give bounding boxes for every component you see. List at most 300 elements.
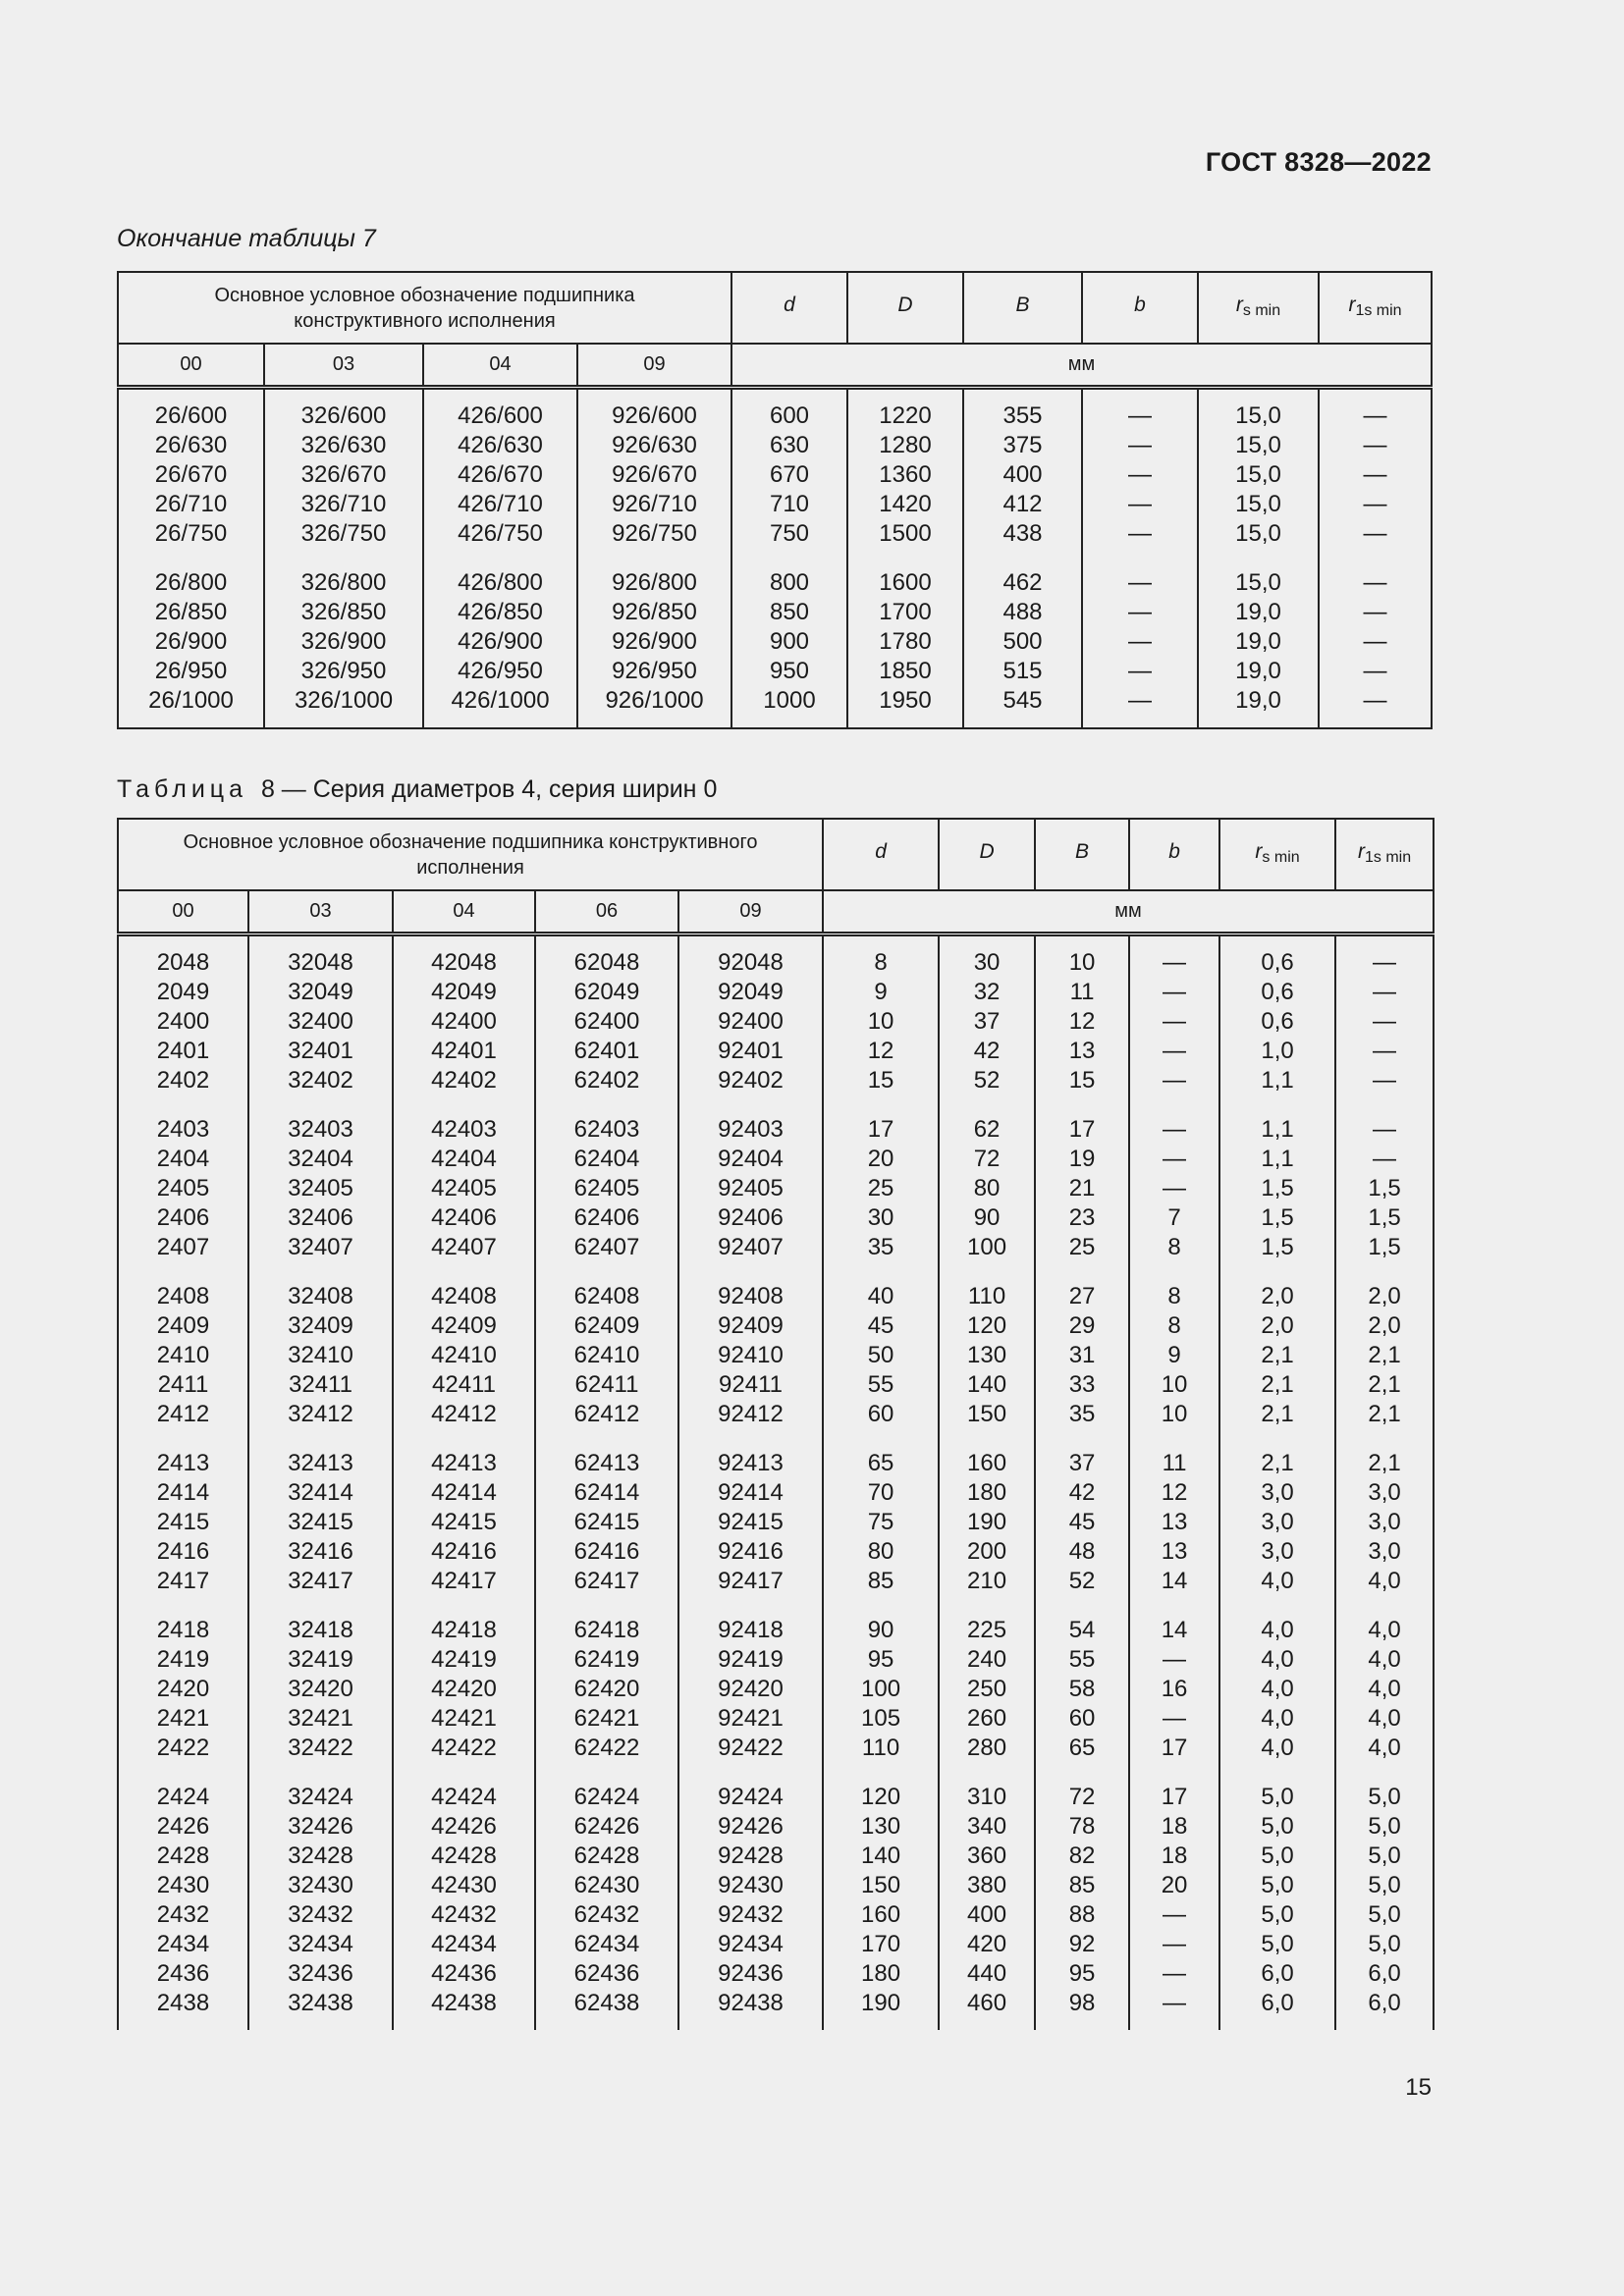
table-cell: 2,1 bbox=[1219, 1370, 1335, 1400]
table-cell: 42436 bbox=[393, 1959, 535, 1989]
table-cell: 92408 bbox=[678, 1262, 823, 1311]
table-cell: — bbox=[1129, 1037, 1219, 1066]
table7-code-column-header: 04 bbox=[423, 344, 577, 387]
table-cell: 26/750 bbox=[118, 519, 264, 549]
table-cell: 32414 bbox=[248, 1478, 393, 1508]
table-cell: 460 bbox=[939, 1989, 1035, 2030]
table-cell: 32403 bbox=[248, 1095, 393, 1145]
table8-code-column-header: 04 bbox=[393, 890, 535, 934]
table-cell: 2,0 bbox=[1335, 1311, 1434, 1341]
table-cell: 62413 bbox=[535, 1429, 678, 1478]
table-cell: 92407 bbox=[678, 1233, 823, 1262]
table-cell: 62404 bbox=[535, 1145, 678, 1174]
table-row bbox=[118, 686, 1432, 728]
table-cell: 2424 bbox=[118, 1763, 248, 1812]
table-cell: 92414 bbox=[678, 1478, 823, 1508]
table-cell: 62414 bbox=[535, 1478, 678, 1508]
table-cell: 72 bbox=[1035, 1763, 1129, 1812]
table-cell: 2419 bbox=[118, 1645, 248, 1675]
table-cell: 326/710 bbox=[264, 490, 423, 519]
table-row bbox=[118, 1203, 1434, 1233]
table-cell: 7 bbox=[1129, 1203, 1219, 1233]
table-cell: 4,0 bbox=[1335, 1567, 1434, 1596]
table-cell: 926/800 bbox=[577, 549, 731, 598]
table-cell: 62434 bbox=[535, 1930, 678, 1959]
table-cell: 2428 bbox=[118, 1842, 248, 1871]
table-cell: 5,0 bbox=[1219, 1900, 1335, 1930]
table-cell: 95 bbox=[1035, 1959, 1129, 1989]
table-cell: 926/1000 bbox=[577, 686, 731, 728]
table-cell: 1360 bbox=[847, 460, 963, 490]
table-cell: 1,1 bbox=[1219, 1095, 1335, 1145]
table-row bbox=[118, 431, 1432, 460]
table-cell: 52 bbox=[1035, 1567, 1129, 1596]
table-row bbox=[118, 598, 1432, 627]
table-cell: 4,0 bbox=[1219, 1675, 1335, 1704]
table-cell: 3,0 bbox=[1335, 1537, 1434, 1567]
table-row bbox=[118, 1233, 1434, 1262]
table-cell: 225 bbox=[939, 1596, 1035, 1645]
table-cell: 2421 bbox=[118, 1704, 248, 1734]
table-cell: 58 bbox=[1035, 1675, 1129, 1704]
table-cell: 15,0 bbox=[1198, 387, 1319, 431]
table-cell: 12 bbox=[823, 1037, 939, 1066]
table-cell: 42416 bbox=[393, 1537, 535, 1567]
table-cell: 2417 bbox=[118, 1567, 248, 1596]
table-cell: 2411 bbox=[118, 1370, 248, 1400]
table-cell: 26/800 bbox=[118, 549, 264, 598]
table-row bbox=[118, 1095, 1434, 1145]
table-cell: 326/950 bbox=[264, 657, 423, 686]
page-number: 15 bbox=[1405, 2074, 1432, 2101]
table-cell: 900 bbox=[731, 627, 847, 657]
table-cell: 98 bbox=[1035, 1989, 1129, 2030]
table-cell: 0,6 bbox=[1219, 934, 1335, 978]
table-row bbox=[118, 1037, 1434, 1066]
table-cell: 10 bbox=[823, 1007, 939, 1037]
table-cell: 15,0 bbox=[1198, 549, 1319, 598]
table-cell: 2434 bbox=[118, 1930, 248, 1959]
table-cell: 326/630 bbox=[264, 431, 423, 460]
table-cell: 850 bbox=[731, 598, 847, 627]
table-cell: — bbox=[1129, 1095, 1219, 1145]
table-cell: 400 bbox=[939, 1900, 1035, 1930]
table-cell: 32438 bbox=[248, 1989, 393, 2030]
table-cell: 92413 bbox=[678, 1429, 823, 1478]
table-cell: — bbox=[1319, 431, 1432, 460]
table-cell: 92421 bbox=[678, 1704, 823, 1734]
table-cell: 426/670 bbox=[423, 460, 577, 490]
table-cell: 1600 bbox=[847, 549, 963, 598]
table-cell: 1,1 bbox=[1219, 1066, 1335, 1095]
table-cell: 180 bbox=[939, 1478, 1035, 1508]
table-cell: 2416 bbox=[118, 1537, 248, 1567]
table-cell: 62418 bbox=[535, 1596, 678, 1645]
table-cell: 42419 bbox=[393, 1645, 535, 1675]
table-cell: 515 bbox=[963, 657, 1082, 686]
table7-code-column-header: 00 bbox=[118, 344, 264, 387]
table-cell: 10 bbox=[1035, 934, 1129, 978]
table7-param-header: D bbox=[847, 272, 963, 344]
table-cell: 160 bbox=[823, 1900, 939, 1930]
table-cell: 250 bbox=[939, 1675, 1035, 1704]
table-cell: 15,0 bbox=[1198, 460, 1319, 490]
table8-code-column-header: 09 bbox=[678, 890, 823, 934]
table-cell: 545 bbox=[963, 686, 1082, 728]
table-cell: 45 bbox=[1035, 1508, 1129, 1537]
table-row bbox=[118, 1262, 1434, 1311]
table-cell: 926/850 bbox=[577, 598, 731, 627]
table-cell: 45 bbox=[823, 1311, 939, 1341]
table-cell: 8 bbox=[1129, 1311, 1219, 1341]
table-cell: 32419 bbox=[248, 1645, 393, 1675]
table-cell: 6,0 bbox=[1219, 1989, 1335, 2030]
table-cell: 26/670 bbox=[118, 460, 264, 490]
table-cell: 15,0 bbox=[1198, 490, 1319, 519]
table-cell: 120 bbox=[939, 1311, 1035, 1341]
table-cell: 2,1 bbox=[1219, 1429, 1335, 1478]
table-cell: 42421 bbox=[393, 1704, 535, 1734]
table-cell: — bbox=[1082, 657, 1198, 686]
table-cell: 5,0 bbox=[1219, 1763, 1335, 1812]
table-row bbox=[118, 460, 1432, 490]
table-cell: 670 bbox=[731, 460, 847, 490]
table-cell: 32416 bbox=[248, 1537, 393, 1567]
table-cell: 32406 bbox=[248, 1203, 393, 1233]
table-row bbox=[118, 519, 1432, 549]
table-cell: 78 bbox=[1035, 1812, 1129, 1842]
table-cell: 82 bbox=[1035, 1842, 1129, 1871]
table-cell: 1000 bbox=[731, 686, 847, 728]
table-cell: 37 bbox=[939, 1007, 1035, 1037]
table-cell: 200 bbox=[939, 1537, 1035, 1567]
table-cell: 8 bbox=[1129, 1233, 1219, 1262]
table-cell: 0,6 bbox=[1219, 1007, 1335, 1037]
table-cell: 326/600 bbox=[264, 387, 423, 431]
table-cell: 35 bbox=[823, 1233, 939, 1262]
table-cell: 926/670 bbox=[577, 460, 731, 490]
table-cell: 62402 bbox=[535, 1066, 678, 1095]
table-cell: 92405 bbox=[678, 1174, 823, 1203]
table-cell: — bbox=[1319, 490, 1432, 519]
table7-param-header: b bbox=[1082, 272, 1198, 344]
table-cell: 326/670 bbox=[264, 460, 423, 490]
table-cell: 1,1 bbox=[1219, 1145, 1335, 1174]
table-cell: 488 bbox=[963, 598, 1082, 627]
table-cell: 13 bbox=[1035, 1037, 1129, 1066]
table-cell: 240 bbox=[939, 1645, 1035, 1675]
table-row bbox=[118, 1311, 1434, 1341]
table-cell: 92426 bbox=[678, 1812, 823, 1842]
table-cell: 62421 bbox=[535, 1704, 678, 1734]
table-cell: 42403 bbox=[393, 1095, 535, 1145]
table-cell: — bbox=[1335, 1145, 1434, 1174]
table-cell: 630 bbox=[731, 431, 847, 460]
table7-caption: Окончание таблицы 7 bbox=[117, 225, 376, 252]
table-cell: 62412 bbox=[535, 1400, 678, 1429]
table-cell: 8 bbox=[1129, 1262, 1219, 1311]
table-cell: 92410 bbox=[678, 1341, 823, 1370]
table-cell: 32404 bbox=[248, 1145, 393, 1174]
table-cell: 32426 bbox=[248, 1812, 393, 1842]
table-cell: 54 bbox=[1035, 1596, 1129, 1645]
table-cell: 32421 bbox=[248, 1704, 393, 1734]
table-cell: 92401 bbox=[678, 1037, 823, 1066]
table-cell: 150 bbox=[823, 1871, 939, 1900]
table-cell: 14 bbox=[1129, 1567, 1219, 1596]
table-cell: 17 bbox=[1035, 1095, 1129, 1145]
table-cell: 42418 bbox=[393, 1596, 535, 1645]
table-cell: 926/600 bbox=[577, 387, 731, 431]
table-cell: 2412 bbox=[118, 1400, 248, 1429]
table-cell: 90 bbox=[939, 1203, 1035, 1233]
table-row bbox=[118, 549, 1432, 598]
table-row bbox=[118, 657, 1432, 686]
table-cell: 2422 bbox=[118, 1734, 248, 1763]
table-cell: 42 bbox=[939, 1037, 1035, 1066]
table-row bbox=[118, 1763, 1434, 1812]
table-cell: 19,0 bbox=[1198, 598, 1319, 627]
table-cell: 42415 bbox=[393, 1508, 535, 1537]
table7-group-header: Основное условное обозначение подшипника конструктивного исполнения bbox=[118, 272, 731, 344]
table8-code-column-header: 06 bbox=[535, 890, 678, 934]
table-cell: 412 bbox=[963, 490, 1082, 519]
table-cell: 17 bbox=[1129, 1734, 1219, 1763]
table-cell: 26/850 bbox=[118, 598, 264, 627]
table-row bbox=[118, 1842, 1434, 1871]
table-cell: — bbox=[1319, 519, 1432, 549]
table-cell: — bbox=[1319, 387, 1432, 431]
table-cell: 21 bbox=[1035, 1174, 1129, 1203]
table-cell: 42420 bbox=[393, 1675, 535, 1704]
table-cell: 3,0 bbox=[1219, 1478, 1335, 1508]
table-cell: 340 bbox=[939, 1812, 1035, 1842]
table-cell: 2414 bbox=[118, 1478, 248, 1508]
table-cell: 2410 bbox=[118, 1341, 248, 1370]
table8-code-column-header: 03 bbox=[248, 890, 393, 934]
table-cell: 5,0 bbox=[1335, 1930, 1434, 1959]
table-cell: 42400 bbox=[393, 1007, 535, 1037]
table-cell: 3,0 bbox=[1219, 1537, 1335, 1567]
table-cell: 160 bbox=[939, 1429, 1035, 1478]
table-cell: — bbox=[1082, 686, 1198, 728]
table-cell: 32413 bbox=[248, 1429, 393, 1478]
table-cell: 62426 bbox=[535, 1812, 678, 1842]
table-cell: 32409 bbox=[248, 1311, 393, 1341]
table-cell: 13 bbox=[1129, 1508, 1219, 1537]
table-cell: 75 bbox=[823, 1508, 939, 1537]
table-cell: 5,0 bbox=[1335, 1842, 1434, 1871]
table-cell: 62438 bbox=[535, 1989, 678, 2030]
table-row bbox=[118, 1370, 1434, 1400]
table-cell: 13 bbox=[1129, 1537, 1219, 1567]
table-cell: 4,0 bbox=[1335, 1734, 1434, 1763]
table-cell: 10 bbox=[1129, 1400, 1219, 1429]
table-cell: 400 bbox=[963, 460, 1082, 490]
table-cell: 210 bbox=[939, 1567, 1035, 1596]
table-cell: 2415 bbox=[118, 1508, 248, 1537]
table-cell: 2,1 bbox=[1335, 1429, 1434, 1478]
table-cell: 18 bbox=[1129, 1842, 1219, 1871]
table-cell: 180 bbox=[823, 1959, 939, 1989]
table-cell: 92400 bbox=[678, 1007, 823, 1037]
table-cell: 17 bbox=[1129, 1763, 1219, 1812]
table7-param-header: $r_{s min}$ bbox=[1198, 272, 1319, 344]
table-cell: 90 bbox=[823, 1596, 939, 1645]
table-cell: 32417 bbox=[248, 1567, 393, 1596]
table-cell: 92402 bbox=[678, 1066, 823, 1095]
table-cell: 3,0 bbox=[1335, 1508, 1434, 1537]
table-row bbox=[118, 1341, 1434, 1370]
table-cell: 42401 bbox=[393, 1037, 535, 1066]
table-cell: 420 bbox=[939, 1930, 1035, 1959]
table-cell: 750 bbox=[731, 519, 847, 549]
table-cell: 14 bbox=[1129, 1596, 1219, 1645]
table-cell: 42402 bbox=[393, 1066, 535, 1095]
table-cell: 42417 bbox=[393, 1567, 535, 1596]
table-cell: 95 bbox=[823, 1645, 939, 1675]
table-cell: 2048 bbox=[118, 934, 248, 978]
table-cell: 65 bbox=[823, 1429, 939, 1478]
table-cell: 2409 bbox=[118, 1311, 248, 1341]
table-cell: 1950 bbox=[847, 686, 963, 728]
table-cell: 62049 bbox=[535, 978, 678, 1007]
table-cell: — bbox=[1129, 1174, 1219, 1203]
table8-param-header: $r_{1s min}$ bbox=[1335, 819, 1434, 890]
table-cell: 5,0 bbox=[1219, 1930, 1335, 1959]
table-cell: — bbox=[1129, 1930, 1219, 1959]
table-row bbox=[118, 1066, 1434, 1095]
table-row bbox=[118, 934, 1434, 978]
table-row bbox=[118, 490, 1432, 519]
table-cell: — bbox=[1129, 1007, 1219, 1037]
table7-unit-header: мм bbox=[731, 344, 1432, 387]
table-cell: 42434 bbox=[393, 1930, 535, 1959]
table-cell: 2408 bbox=[118, 1262, 248, 1311]
table-cell: 32422 bbox=[248, 1734, 393, 1763]
table-cell: 4,0 bbox=[1219, 1567, 1335, 1596]
table-cell: 32402 bbox=[248, 1066, 393, 1095]
table-cell: 5,0 bbox=[1335, 1812, 1434, 1842]
table-cell: 2426 bbox=[118, 1812, 248, 1842]
table-row bbox=[118, 1508, 1434, 1537]
table-cell: 4,0 bbox=[1219, 1704, 1335, 1734]
standard-code: ГОСТ 8328—2022 bbox=[1205, 147, 1432, 177]
table-cell: 42409 bbox=[393, 1311, 535, 1341]
table-cell: 19,0 bbox=[1198, 627, 1319, 657]
table-cell: 426/850 bbox=[423, 598, 577, 627]
table-cell: 62408 bbox=[535, 1262, 678, 1311]
table-cell: 1,5 bbox=[1335, 1174, 1434, 1203]
table-row bbox=[118, 1400, 1434, 1429]
table8-body bbox=[118, 934, 1434, 2030]
table-cell: 42424 bbox=[393, 1763, 535, 1812]
table-cell: 62405 bbox=[535, 1174, 678, 1203]
table-cell: 42422 bbox=[393, 1734, 535, 1763]
table-cell: 15,0 bbox=[1198, 431, 1319, 460]
table-row bbox=[118, 1871, 1434, 1900]
table-cell: 26/600 bbox=[118, 387, 264, 431]
table-row bbox=[118, 1145, 1434, 1174]
table-cell: 4,0 bbox=[1219, 1645, 1335, 1675]
table-cell: 27 bbox=[1035, 1262, 1129, 1311]
table-cell: 32430 bbox=[248, 1871, 393, 1900]
table8-param-header: d bbox=[823, 819, 939, 890]
table-cell: — bbox=[1319, 627, 1432, 657]
table-cell: 2403 bbox=[118, 1095, 248, 1145]
table-cell: 32412 bbox=[248, 1400, 393, 1429]
table-cell: 100 bbox=[823, 1675, 939, 1704]
table-cell: 9 bbox=[1129, 1341, 1219, 1370]
table-row bbox=[118, 1567, 1434, 1596]
table-cell: 4,0 bbox=[1335, 1675, 1434, 1704]
table-cell: 62400 bbox=[535, 1007, 678, 1037]
table-cell: 60 bbox=[1035, 1704, 1129, 1734]
table-cell: 280 bbox=[939, 1734, 1035, 1763]
table-cell: 42432 bbox=[393, 1900, 535, 1930]
table-cell: 92404 bbox=[678, 1145, 823, 1174]
table-cell: — bbox=[1335, 1007, 1434, 1037]
table-row bbox=[118, 1900, 1434, 1930]
table-cell: — bbox=[1129, 1066, 1219, 1095]
table-cell: 62415 bbox=[535, 1508, 678, 1537]
table-cell: 1,5 bbox=[1219, 1174, 1335, 1203]
table-cell: 1,5 bbox=[1219, 1233, 1335, 1262]
table-cell: 5,0 bbox=[1219, 1871, 1335, 1900]
table7 bbox=[117, 271, 1433, 729]
table-cell: — bbox=[1129, 1959, 1219, 1989]
table-cell: 2049 bbox=[118, 978, 248, 1007]
table8 bbox=[117, 818, 1435, 2030]
table-cell: 4,0 bbox=[1219, 1596, 1335, 1645]
table-cell: 72 bbox=[939, 1145, 1035, 1174]
table-cell: 1780 bbox=[847, 627, 963, 657]
table-cell: 438 bbox=[963, 519, 1082, 549]
table-row bbox=[118, 1989, 1434, 2030]
table-row bbox=[118, 1734, 1434, 1763]
table7-body bbox=[118, 387, 1432, 728]
table-cell: 1280 bbox=[847, 431, 963, 460]
table-row bbox=[118, 1007, 1434, 1037]
table-cell: 62407 bbox=[535, 1233, 678, 1262]
table-cell: 32405 bbox=[248, 1174, 393, 1203]
table-cell: — bbox=[1319, 460, 1432, 490]
table-cell: 62410 bbox=[535, 1341, 678, 1370]
table-cell: — bbox=[1129, 1645, 1219, 1675]
table-cell: 32411 bbox=[248, 1370, 393, 1400]
table-cell: 92418 bbox=[678, 1596, 823, 1645]
table-cell: 1,5 bbox=[1335, 1203, 1434, 1233]
table-cell: 110 bbox=[823, 1734, 939, 1763]
table-row bbox=[118, 1537, 1434, 1567]
table-cell: 26/950 bbox=[118, 657, 264, 686]
table-cell: 32401 bbox=[248, 1037, 393, 1066]
table-cell: 42405 bbox=[393, 1174, 535, 1203]
table-cell: 92403 bbox=[678, 1095, 823, 1145]
table-cell: 380 bbox=[939, 1871, 1035, 1900]
table-cell: 440 bbox=[939, 1959, 1035, 1989]
table-cell: — bbox=[1082, 387, 1198, 431]
table-cell: 35 bbox=[1035, 1400, 1129, 1429]
table-cell: 62432 bbox=[535, 1900, 678, 1930]
table-cell: 5,0 bbox=[1335, 1871, 1434, 1900]
table-cell: 110 bbox=[939, 1262, 1035, 1311]
table-cell: 20 bbox=[823, 1145, 939, 1174]
table7-code-column-header: 09 bbox=[577, 344, 731, 387]
table-cell: 2418 bbox=[118, 1596, 248, 1645]
table-row bbox=[118, 1174, 1434, 1203]
table-cell: 92 bbox=[1035, 1930, 1129, 1959]
